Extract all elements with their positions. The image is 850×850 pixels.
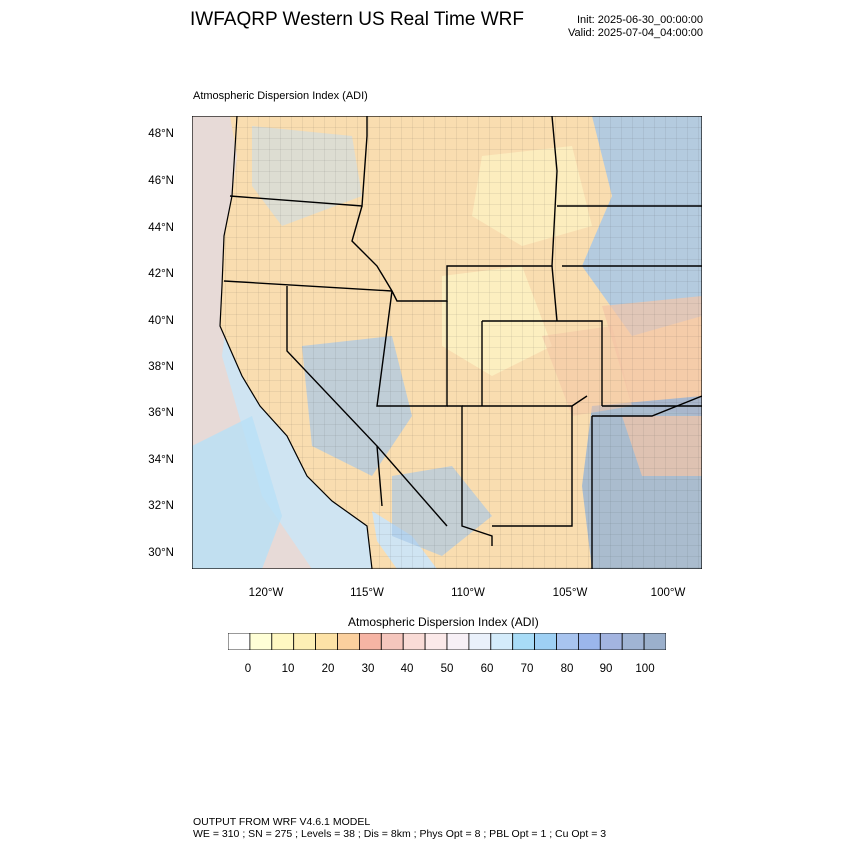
colorbar-tick: 0 <box>244 663 252 675</box>
colorbar-swatch <box>250 633 272 650</box>
colorbar-title: Atmospheric Dispersion Index (ADI) <box>348 615 539 629</box>
colorbar-swatch <box>469 633 491 650</box>
lon-label: 110°W <box>451 587 485 599</box>
colorbar-swatch <box>294 633 316 650</box>
colorbar-tick: 80 <box>560 663 574 675</box>
lat-label: 46°N <box>148 175 174 187</box>
colorbar-swatch <box>600 633 622 650</box>
colorbar-swatch <box>447 633 469 650</box>
colorbar-swatch <box>316 633 338 650</box>
colorbar-tick: 70 <box>520 663 534 675</box>
lat-label: 32°N <box>148 500 174 512</box>
footer-model: OUTPUT FROM WRF V4.6.1 MODEL <box>193 816 371 828</box>
colorbar-swatch <box>228 633 250 650</box>
colorbar <box>228 633 666 650</box>
colorbar-tick: 60 <box>480 663 494 675</box>
lat-label: 34°N <box>148 454 174 466</box>
colorbar-swatch <box>272 633 294 650</box>
lon-label: 120°W <box>248 587 284 599</box>
field-label: Atmospheric Dispersion Index (ADI) <box>193 90 368 102</box>
init-time: Init: 2025-06-30_00:00:00 <box>577 14 703 26</box>
colorbar-swatch <box>381 633 403 650</box>
map-plot <box>192 116 702 569</box>
colorbar-swatch <box>578 633 600 650</box>
lat-label: 44°N <box>148 222 174 234</box>
colorbar-tick: 30 <box>361 663 375 675</box>
colorbar-swatch <box>644 633 666 650</box>
lat-label: 48°N <box>148 128 174 140</box>
lon-label: 115°W <box>350 587 384 599</box>
lat-label: 30°N <box>148 547 174 559</box>
colorbar-tick: 50 <box>440 663 454 675</box>
colorbar-swatch <box>359 633 381 650</box>
lat-label: 40°N <box>148 315 174 327</box>
colorbar-swatch <box>622 633 644 650</box>
colorbar-swatch <box>338 633 360 650</box>
colorbar-tick: 100 <box>635 663 655 675</box>
colorbar-tick: 90 <box>599 663 613 675</box>
lon-label: 105°W <box>552 587 588 599</box>
colorbar-tick: 40 <box>400 663 414 675</box>
lat-label: 36°N <box>148 407 174 419</box>
lat-label: 42°N <box>148 268 174 280</box>
lon-label: 100°W <box>650 587 686 599</box>
footer-config: WE = 310 ; SN = 275 ; Levels = 38 ; Dis = 8km ; Phys Opt = 8 ; PBL Opt = 1 ; Cu Opt = 3 <box>193 828 607 840</box>
colorbar-swatch <box>557 633 579 650</box>
colorbar-swatch <box>491 633 513 650</box>
plot-title: IWFAQRP Western US Real Time WRF <box>190 9 524 30</box>
colorbar-tick: 20 <box>321 663 335 675</box>
colorbar-swatch <box>513 633 535 650</box>
valid-time: Valid: 2025-07-04_04:00:00 <box>568 27 703 39</box>
lat-label: 38°N <box>148 361 174 373</box>
colorbar-swatch <box>425 633 447 650</box>
colorbar-tick: 10 <box>281 663 295 675</box>
colorbar-swatch <box>535 633 557 650</box>
colorbar-swatch <box>403 633 425 650</box>
